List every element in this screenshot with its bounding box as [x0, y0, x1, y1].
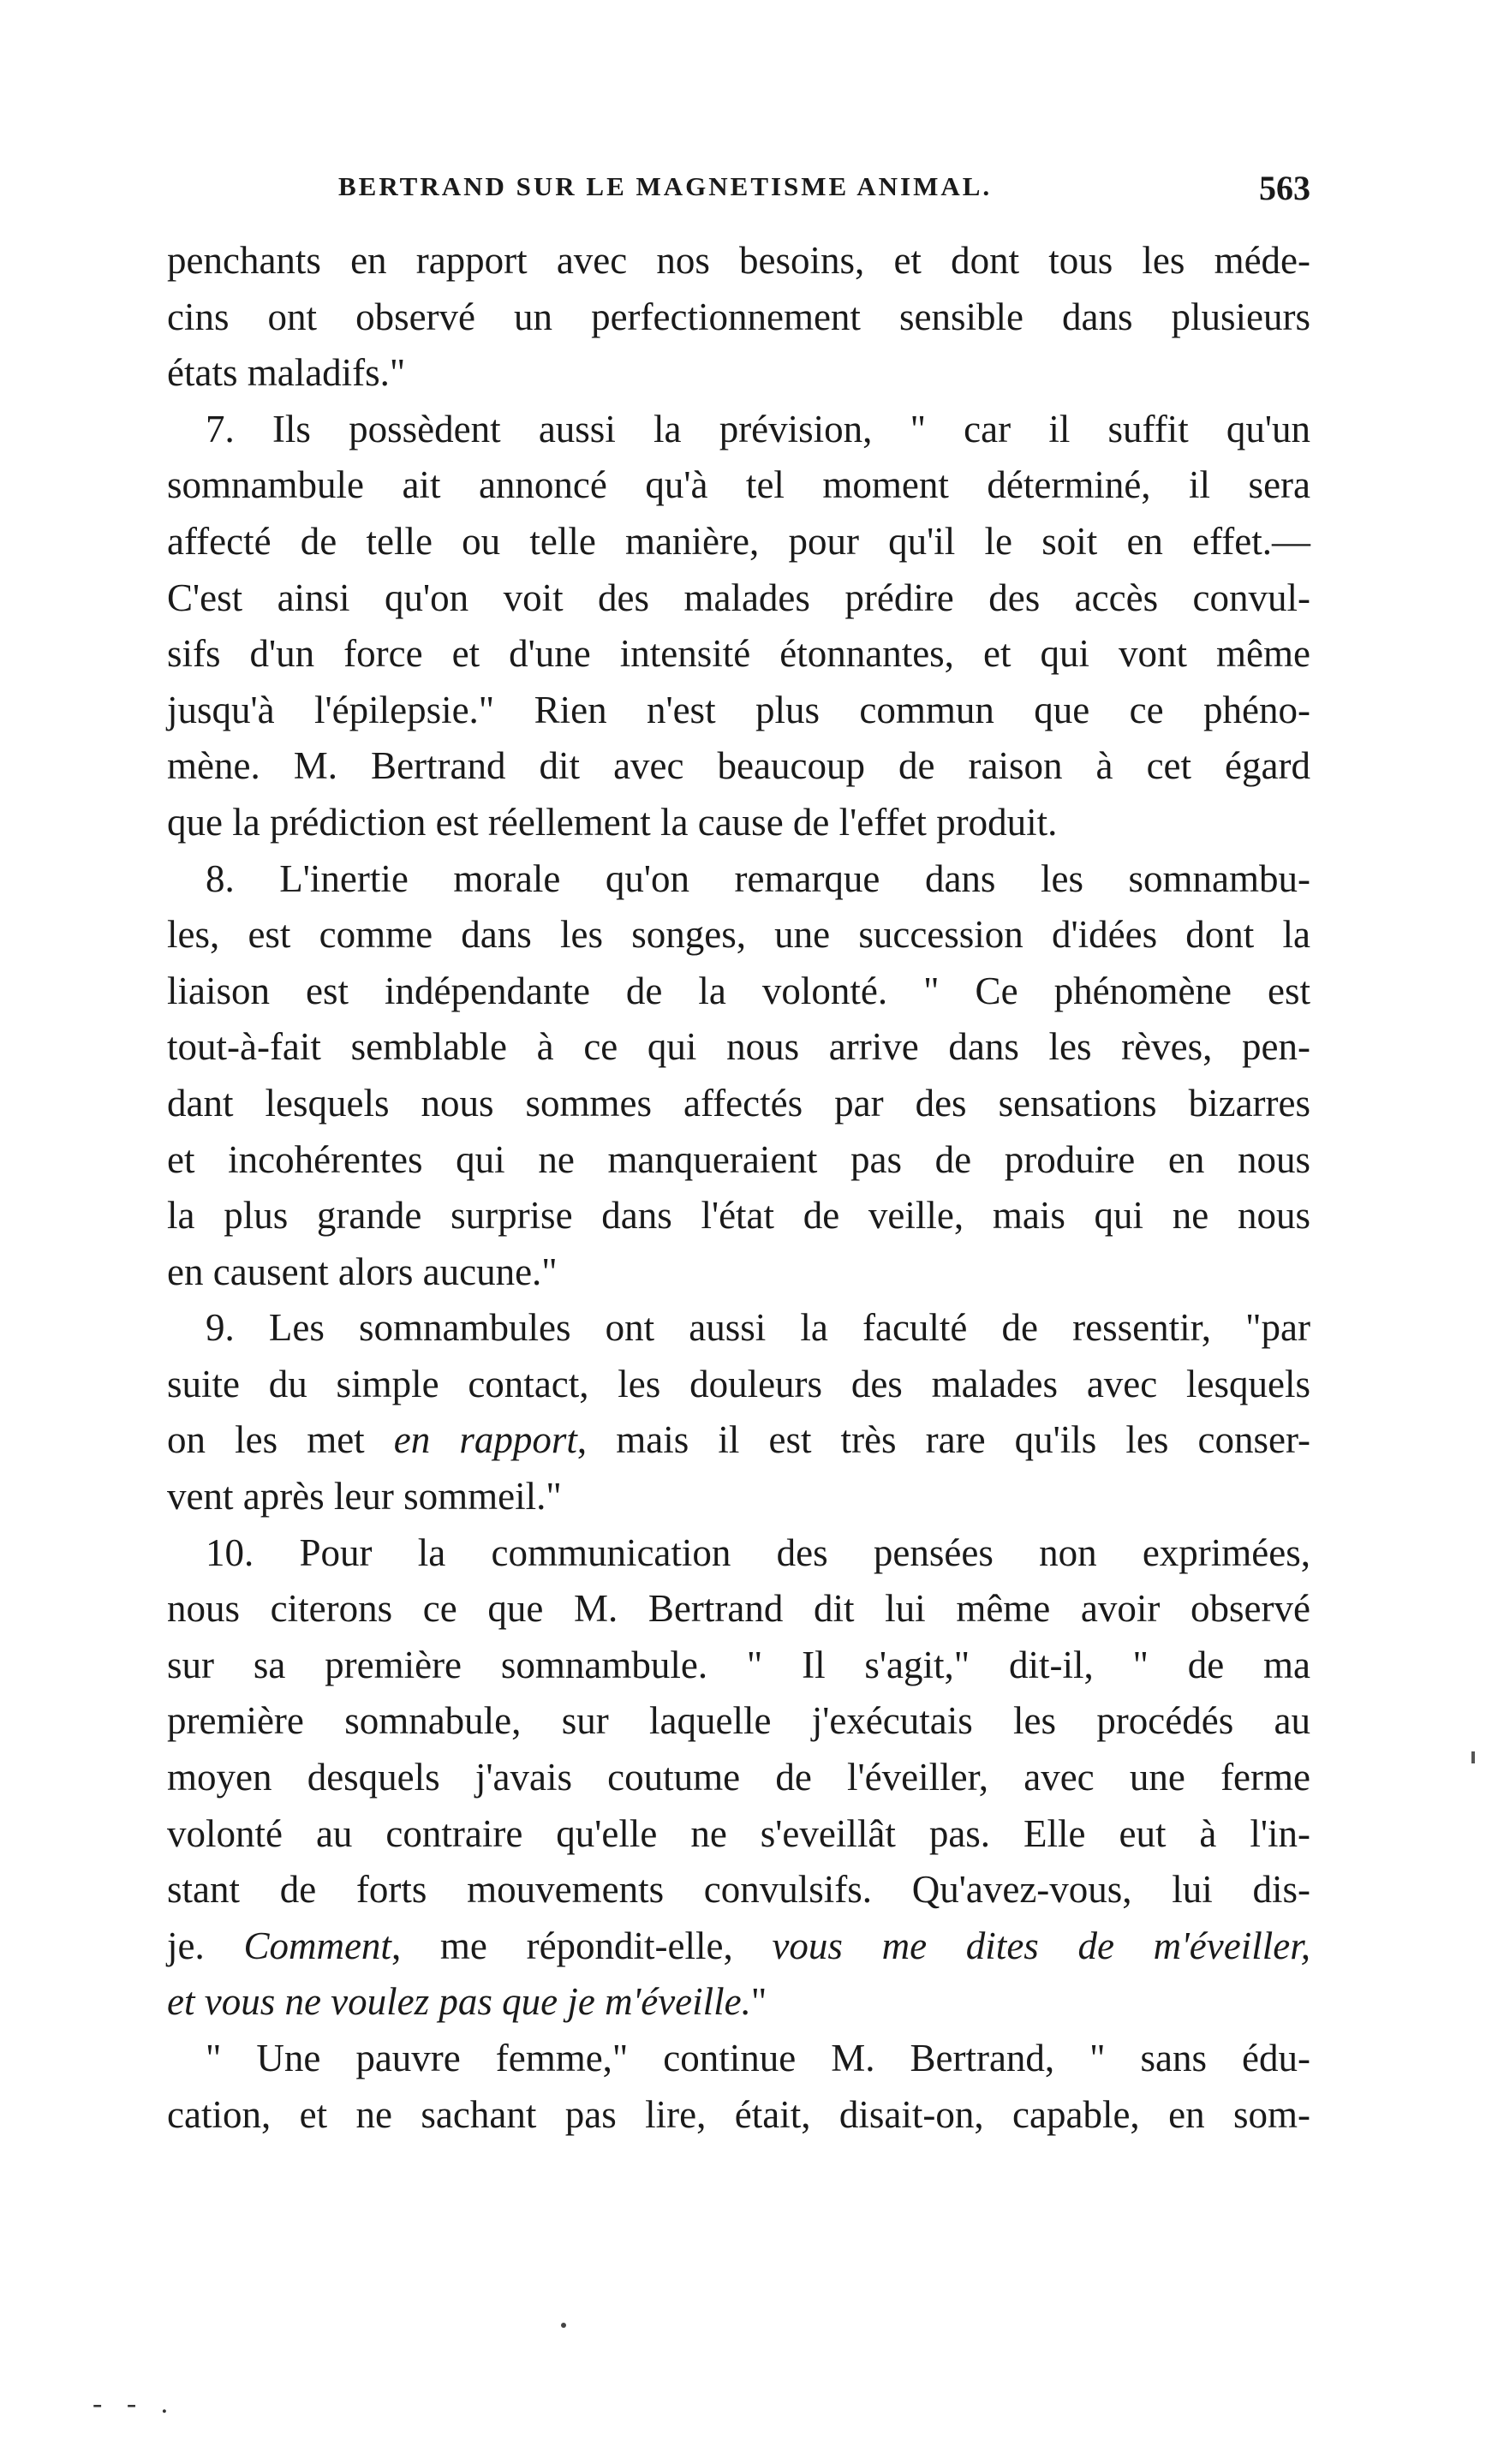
- text-line: dant lesquels nous sommes affectés par des sensations bizarres: [167, 1081, 1310, 1125]
- running-head: [338, 171, 1310, 223]
- text-line: et vous ne voulez pas que je m'éveille.": [167, 1980, 767, 2024]
- text-line: " Une pauvre femme," continue M. Bertrand, " sans édu-: [206, 2037, 1310, 2079]
- text-line: on les met en rapport, mais il est très rare qu'ils les conser-: [167, 1418, 1311, 1462]
- text-line: C'est ainsi qu'on voit des malades prédire des accès convul-: [167, 576, 1310, 619]
- text-line: moyen desquels j'avais coutume de l'éveiller, avec une ferme: [167, 1756, 1310, 1799]
- running-title: BERTRAND SUR LE MAGNETISME ANIMAL.: [338, 171, 993, 201]
- page-number: 563: [1259, 169, 1310, 207]
- body-text: [167, 233, 1310, 2143]
- text-line: cins ont observé un perfectionnement sensible dans plusieurs: [167, 295, 1310, 338]
- text-line: états maladifs.": [167, 351, 406, 395]
- text-line: nous citerons ce que M. Bertrand dit lui même avoir observé: [167, 1587, 1310, 1631]
- text-line: affecté de telle ou telle manière, pour qu'il le soit en effet.—: [167, 519, 1310, 563]
- text-line: suite du simple contact, les douleurs des malades avec lesquels: [167, 1362, 1310, 1405]
- print-speck: [561, 2323, 566, 2328]
- text-line: la plus grande surprise dans l'état de veille, mais qui ne nous: [167, 1194, 1310, 1238]
- text-line: première somnabule, sur laquelle j'exécutais les procédés au: [167, 1699, 1310, 1743]
- footer-marks: - - .: [93, 2388, 177, 2419]
- text-line: en causent alors aucune.": [167, 1250, 558, 1293]
- text-line: somnambule ait annoncé qu'à tel moment déterminé, il sera: [167, 463, 1310, 507]
- text-line: vent après leur sommeil.": [167, 1475, 562, 1518]
- text-line: mène. M. Bertrand dit avec beaucoup de raison à cet égard: [167, 744, 1310, 788]
- text-line: que la prédiction est réellement la cause de l'effet produit.: [167, 800, 1058, 844]
- text-line: jusqu'à l'épilepsie." Rien n'est plus commun que ce phéno-: [167, 688, 1310, 731]
- text-line: stant de forts mouvements convulsifs. Qu'avez-vous, lui dis-: [167, 1868, 1310, 1912]
- text-line: 9. Les somnambules ont aussi la faculté de ressentir, "par: [206, 1306, 1310, 1350]
- text-line: 8. L'inertie morale qu'on remarque dans les somnambu-: [206, 856, 1310, 900]
- text-line: tout-à-fait semblable à ce qui nous arrive dans les rèves, pen-: [167, 1025, 1310, 1069]
- text-line: liaison est indépendante de la volonté. " Ce phénomène est: [167, 969, 1310, 1012]
- text-line: les, est comme dans les songes, une succession d'idées dont la: [167, 913, 1310, 957]
- text-line: cation, et ne sachant pas lire, était, disait-on, capable, en som-: [167, 2092, 1310, 2136]
- text-line: je. Comment, me répondit-elle, vous me dites de m'éveiller,: [167, 1924, 1310, 1967]
- text-line: volonté au contraire qu'elle ne s'eveillât pas. Elle eut à l'in-: [167, 1811, 1310, 1855]
- text-line: penchants en rapport avec nos besoins, et dont tous les méde-: [167, 239, 1310, 282]
- text-line: 10. Pour la communication des pensées non exprimées,: [206, 1530, 1310, 1574]
- edge-mark: [1471, 1751, 1475, 1763]
- text-line: sur sa première somnambule. " Il s'agit," dit-il, " de ma: [167, 1643, 1310, 1686]
- text-line: 7. Ils possèdent aussi la prévision, " car il suffit qu'un: [206, 407, 1310, 450]
- text-line: sifs d'un force et d'une intensité étonnantes, et qui vont même: [167, 632, 1310, 676]
- text-line: et incohérentes qui ne manqueraient pas de produire en nous: [167, 1137, 1310, 1181]
